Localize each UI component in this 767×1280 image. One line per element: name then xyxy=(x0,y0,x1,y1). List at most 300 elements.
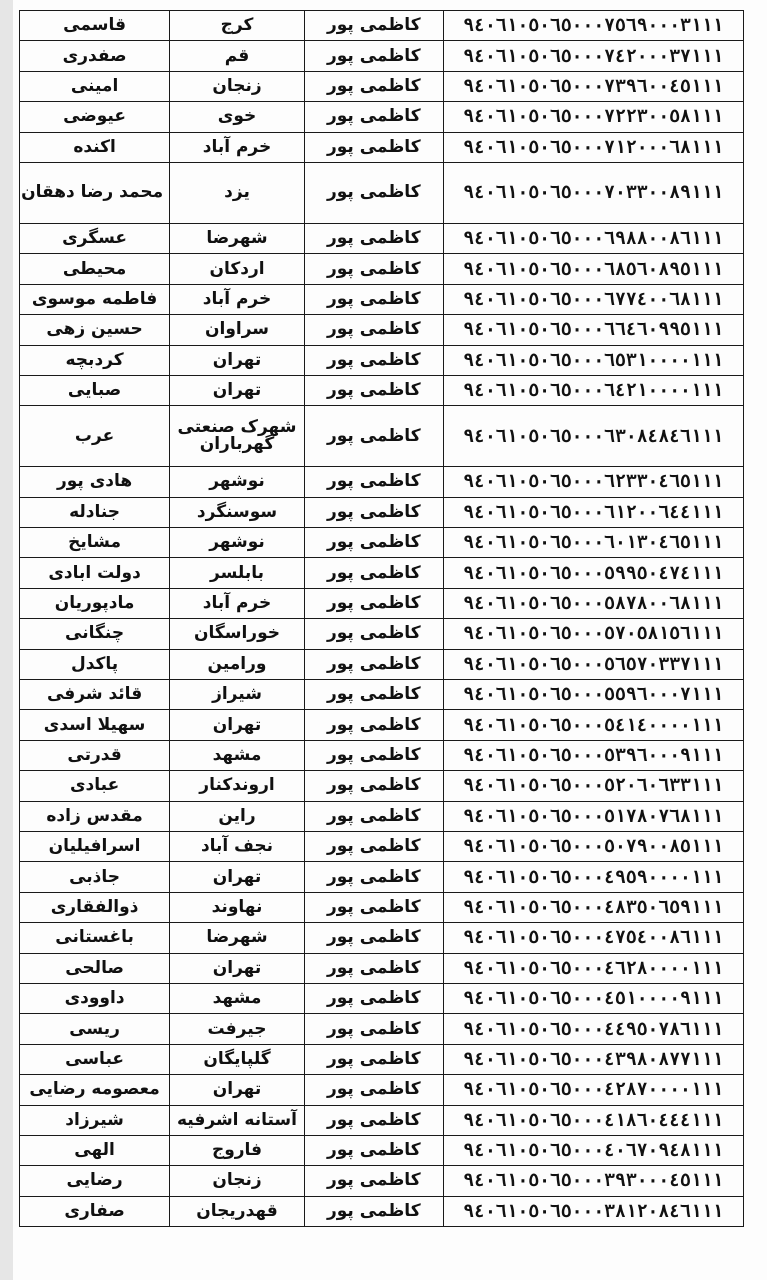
cell-city-text: یزد xyxy=(224,182,250,203)
cell-name xyxy=(20,528,170,558)
cell-name-text: امینی xyxy=(70,75,119,96)
cell-city-text: شهرضا xyxy=(206,927,268,948)
cell-last-name xyxy=(304,11,443,41)
cell-city xyxy=(170,892,305,922)
cell-last-name-text: کاظمی پور xyxy=(326,288,421,309)
cell-city xyxy=(170,315,305,345)
table-row xyxy=(20,1105,744,1135)
cell-name-text: پاکدل xyxy=(70,653,119,674)
cell-code xyxy=(443,345,743,375)
cell-name-text: داوودی xyxy=(64,988,125,1009)
cell-name xyxy=(20,558,170,588)
cell-last-name xyxy=(304,467,443,497)
cell-name xyxy=(20,801,170,831)
cell-code xyxy=(443,102,743,132)
cell-last-name-text: کاظمی پور xyxy=(326,805,421,826)
cell-last-name-text: کاظمی پور xyxy=(326,1200,421,1221)
cell-code-text: ۹٤٠٦١٠٥٠٦٥٠٠٠٦١٢٠٠٦٤٤١١١ xyxy=(463,501,724,523)
cell-last-name xyxy=(304,223,443,253)
cell-name-text: صفدری xyxy=(62,45,127,66)
cell-name-text: شیرزاد xyxy=(65,1109,124,1130)
cell-code xyxy=(443,771,743,801)
cell-last-name xyxy=(304,588,443,618)
cell-name xyxy=(20,497,170,527)
cell-name-text: محیطی xyxy=(62,258,127,279)
cell-last-name-text: کاظمی پور xyxy=(326,349,421,370)
cell-code-text: ۹٤٠٦١٠٥٠٦٥٠٠٠٦٢٣٣٠٤٦٥١١١ xyxy=(463,471,724,493)
cell-name-text: دولت ابادی xyxy=(48,562,141,583)
cell-name xyxy=(20,1196,170,1226)
cell-last-name-text: کاظمی پور xyxy=(326,45,421,66)
cell-code xyxy=(443,406,743,467)
cell-name xyxy=(20,649,170,679)
cell-code xyxy=(443,223,743,253)
cell-city-text: قهدریجان xyxy=(196,1200,278,1221)
cell-last-name xyxy=(304,1044,443,1074)
cell-name xyxy=(20,923,170,953)
cell-last-name-text: کاظمی پور xyxy=(326,75,421,96)
cell-code xyxy=(443,528,743,558)
cell-last-name-text: کاظمی پور xyxy=(326,228,421,249)
cell-code xyxy=(443,11,743,41)
table-row xyxy=(20,467,744,497)
cell-code xyxy=(443,132,743,162)
cell-name xyxy=(20,680,170,710)
cell-last-name-text: کاظمی پور xyxy=(326,380,421,401)
cell-code-text: ۹٤٠٦١٠٥٠٦٥٠٠٠٤٤٩٥٠٧٨٦١١١ xyxy=(463,1018,724,1040)
cell-code xyxy=(443,892,743,922)
cell-city xyxy=(170,619,305,649)
cell-last-name-text: کاظمی پور xyxy=(326,532,421,553)
cell-city-text: اروندکنار xyxy=(199,775,275,796)
cell-last-name xyxy=(304,497,443,527)
cell-code xyxy=(443,71,743,101)
cell-code xyxy=(443,467,743,497)
cell-last-name xyxy=(304,619,443,649)
cell-last-name xyxy=(304,375,443,405)
cell-name-text: مادپوریان xyxy=(54,593,135,614)
cell-code-text: ۹٤٠٦١٠٥٠٦٥٠٠٠٤٥١٠٠٠٠٩١١١ xyxy=(463,988,724,1010)
cell-last-name xyxy=(304,41,443,71)
cell-name xyxy=(20,862,170,892)
table-row xyxy=(20,771,744,801)
cell-city xyxy=(170,71,305,101)
cell-code xyxy=(443,497,743,527)
table-row xyxy=(20,740,744,770)
cell-city-text: تهران xyxy=(212,349,262,370)
cell-last-name-text: کاظمی پور xyxy=(326,684,421,705)
cell-last-name xyxy=(304,1166,443,1196)
cell-last-name-text: کاظمی پور xyxy=(326,1048,421,1069)
cell-code xyxy=(443,1044,743,1074)
cell-code xyxy=(443,1075,743,1105)
cell-city-text: زنجان xyxy=(212,1170,262,1191)
cell-city xyxy=(170,467,305,497)
cell-name xyxy=(20,406,170,467)
cell-name-text: صفاری xyxy=(64,1200,125,1221)
cell-city xyxy=(170,11,305,41)
cell-city xyxy=(170,254,305,284)
cell-name xyxy=(20,831,170,861)
cell-name-text: محمد رضا دهقان xyxy=(21,182,164,203)
cell-code xyxy=(443,680,743,710)
table-row xyxy=(20,862,744,892)
cell-city-text: کرج xyxy=(220,15,254,36)
table-row xyxy=(20,223,744,253)
cell-last-name xyxy=(304,558,443,588)
cell-city-text: نوشهر xyxy=(209,471,265,492)
cell-city xyxy=(170,710,305,740)
cell-last-name-text: کاظمی پور xyxy=(326,927,421,948)
cell-name xyxy=(20,1135,170,1165)
cell-last-name xyxy=(304,1105,443,1135)
cell-city-text: بابلسر xyxy=(210,562,264,583)
cell-name xyxy=(20,375,170,405)
cell-code-text: ۹٤٠٦١٠٥٠٦٥٠٠٠٦٦٤٦٠٩٩٥١١١ xyxy=(463,319,724,341)
cell-name-text: صالحی xyxy=(65,957,124,978)
cell-last-name xyxy=(304,983,443,1013)
cell-last-name xyxy=(304,710,443,740)
cell-last-name xyxy=(304,862,443,892)
cell-name-text: اکنده xyxy=(73,136,116,157)
cell-name-text: مشایخ xyxy=(68,532,121,553)
cell-code-text: ۹٤٠٦١٠٥٠٦٥٠٠٠٦٨٥٦٠٨٩٥١١١ xyxy=(463,258,724,280)
cell-code-text: ۹٤٠٦١٠٥٠٦٥٠٠٠٤٩٥٩٠٠٠٠١١١ xyxy=(463,866,724,888)
cell-code-text: ۹٤٠٦١٠٥٠٦٥٠٠٠٤١٨٦٠٤٤٤١١١ xyxy=(463,1109,724,1131)
cell-code-text: ۹٤٠٦١٠٥٠٦٥٠٠٠٦٣٠٨٤٨٤٦١١١ xyxy=(463,425,724,447)
cell-name-text: هادی پور xyxy=(56,471,133,492)
cell-name-text: حسین زهی xyxy=(46,319,143,340)
cell-name xyxy=(20,345,170,375)
cell-name xyxy=(20,41,170,71)
cell-name-text: قاسمی xyxy=(63,15,126,36)
cell-last-name-text: کاظمی پور xyxy=(326,501,421,522)
cell-name xyxy=(20,132,170,162)
cell-last-name-text: کاظمی پور xyxy=(326,866,421,887)
cell-name xyxy=(20,1105,170,1135)
cell-name-text: قائد شرفی xyxy=(46,684,143,705)
cell-name xyxy=(20,11,170,41)
cell-last-name xyxy=(304,102,443,132)
cell-city-text: راین xyxy=(218,805,256,826)
cell-name xyxy=(20,223,170,253)
cell-code xyxy=(443,1135,743,1165)
cell-city-text: اردکان xyxy=(209,258,265,279)
cell-code xyxy=(443,619,743,649)
cell-code-text: ۹٤٠٦١٠٥٠٦٥٠٠٠٦٧٧٤٠٠٦٨١١١ xyxy=(463,288,724,310)
cell-last-name-text: کاظمی پور xyxy=(326,562,421,583)
cell-city xyxy=(170,740,305,770)
cell-city-text: شهرضا xyxy=(206,228,268,249)
cell-name xyxy=(20,1014,170,1044)
cell-code-text: ۹٤٠٦١٠٥٠٦٥٠٠٠٤٦٢٨٠٠٠٠١١١ xyxy=(463,957,724,979)
cell-code-text: ۹٤٠٦١٠٥٠٦٥٠٠٠٤٢٨٧٠٠٠٠١١١ xyxy=(463,1079,724,1101)
cell-city xyxy=(170,284,305,314)
bottom-margin xyxy=(19,1266,744,1280)
cell-code-text: ۹٤٠٦١٠٥٠٦٥٠٠٠٥٨٧٨٠٠٦٨١١١ xyxy=(463,593,724,615)
cell-code-text: ۹٤٠٦١٠٥٠٦٥٠٠٠٣٩٣٠٠٠٤٥١١١ xyxy=(463,1170,724,1192)
cell-last-name-text: کاظمی پور xyxy=(326,623,421,644)
cell-code-text: ۹٤٠٦١٠٥٠٦٥٠٠٠٣٨١٢٠٨٤٦١١١ xyxy=(463,1200,724,1222)
cell-city xyxy=(170,1196,305,1226)
cell-city xyxy=(170,162,305,223)
cell-last-name xyxy=(304,406,443,467)
cell-last-name xyxy=(304,801,443,831)
cell-last-name-text: کاظمی پور xyxy=(326,425,421,446)
table-row xyxy=(20,649,744,679)
cell-last-name xyxy=(304,71,443,101)
cell-last-name xyxy=(304,528,443,558)
table-row xyxy=(20,41,744,71)
table-row xyxy=(20,801,744,831)
cell-name-text: عسگری xyxy=(62,228,128,249)
cell-city-text: نجف آباد xyxy=(200,836,274,857)
cell-city xyxy=(170,345,305,375)
cell-last-name-text: کاظمی پور xyxy=(326,258,421,279)
cell-last-name xyxy=(304,892,443,922)
cell-last-name-text: کاظمی پور xyxy=(326,775,421,796)
cell-last-name xyxy=(304,1135,443,1165)
cell-code xyxy=(443,710,743,740)
cell-last-name xyxy=(304,254,443,284)
cell-name xyxy=(20,771,170,801)
cell-code-text: ۹٤٠٦١٠٥٠٦٥٠٠٠٤٠٦٧٠٩٤٨١١١ xyxy=(463,1140,724,1162)
cell-city-text: نوشهر xyxy=(209,532,265,553)
cell-last-name-text: کاظمی پور xyxy=(326,182,421,203)
cell-last-name xyxy=(304,132,443,162)
cell-name xyxy=(20,983,170,1013)
cell-name xyxy=(20,953,170,983)
cell-code-text: ۹٤٠٦١٠٥٠٦٥٠٠٠٧٣٩٦٠٠٤٥١١١ xyxy=(463,75,724,97)
table-row xyxy=(20,345,744,375)
cell-city-text: شهرک صنعتی گهرباران xyxy=(177,417,297,455)
cell-code xyxy=(443,162,743,223)
table-row xyxy=(20,11,744,41)
cell-last-name xyxy=(304,953,443,983)
table-row xyxy=(20,102,744,132)
cell-code-text: ۹٤٠٦١٠٥٠٦٥٠٠٠٧٢٢٣٠٠٥٨١١١ xyxy=(463,106,724,128)
cell-city-text: آستانه اشرفیه xyxy=(177,1109,297,1130)
cell-code xyxy=(443,1014,743,1044)
cell-last-name-text: کاظمی پور xyxy=(326,15,421,36)
cell-name-text: مقدس زاده xyxy=(46,805,143,826)
cell-city xyxy=(170,223,305,253)
cell-city xyxy=(170,801,305,831)
cell-name-text: اسرافیلیان xyxy=(48,836,141,857)
cell-code xyxy=(443,831,743,861)
table-row xyxy=(20,953,744,983)
cell-city-text: خوی xyxy=(217,106,257,127)
cell-city xyxy=(170,1044,305,1074)
cell-name xyxy=(20,1166,170,1196)
table-row xyxy=(20,1075,744,1105)
cell-city xyxy=(170,528,305,558)
cell-code xyxy=(443,801,743,831)
cell-name-text: جنادله xyxy=(69,501,121,522)
cell-city xyxy=(170,923,305,953)
cell-city xyxy=(170,680,305,710)
cell-last-name xyxy=(304,284,443,314)
cell-city-text: تهران xyxy=(212,957,262,978)
cell-name xyxy=(20,467,170,497)
cell-city xyxy=(170,132,305,162)
cell-code xyxy=(443,923,743,953)
table-row xyxy=(20,619,744,649)
cell-code-text: ۹٤٠٦١٠٥٠٦٥٠٠٠٧٤٢٠٠٠٣٧١١١ xyxy=(463,45,724,67)
cell-last-name-text: کاظمی پور xyxy=(326,593,421,614)
cell-name xyxy=(20,1044,170,1074)
cell-city-text: خوراسگان xyxy=(193,623,281,644)
table-row xyxy=(20,983,744,1013)
cell-name-text: صبایی xyxy=(67,380,122,401)
cell-last-name-text: کاظمی پور xyxy=(326,319,421,340)
cell-last-name-text: کاظمی پور xyxy=(326,1079,421,1100)
cell-name xyxy=(20,315,170,345)
cell-code xyxy=(443,588,743,618)
table-row xyxy=(20,162,744,223)
cell-last-name-text: کاظمی پور xyxy=(326,745,421,765)
cell-code-text: ۹٤٠٦١٠٥٠٦٥٠٠٠٥٣٩٦٠٠٠٩١١١ xyxy=(463,745,724,766)
cell-code-text: ۹٤٠٦١٠٥٠٦٥٠٠٠٥٦٥٧٠٣٣٧١١١ xyxy=(463,653,724,675)
cell-last-name xyxy=(304,162,443,223)
cell-code-text: ۹٤٠٦١٠٥٠٦٥٠٠٠٦٩٨٨٠٠٨٦١١١ xyxy=(463,228,724,250)
table-row xyxy=(20,315,744,345)
cell-name-text: ریسی xyxy=(69,1018,120,1039)
cell-name xyxy=(20,102,170,132)
cell-name-text: معصومه رضایی xyxy=(29,1079,160,1100)
cell-code-text: ۹٤٠٦١٠٥٠٦٥٠٠٠٥٤١٤٠٠٠٠١١١ xyxy=(463,714,724,736)
cell-city xyxy=(170,771,305,801)
cell-last-name xyxy=(304,315,443,345)
cell-city-text: تهران xyxy=(212,714,262,735)
cell-name xyxy=(20,162,170,223)
cell-name-text: عباسی xyxy=(65,1048,124,1069)
table-row xyxy=(20,923,744,953)
cell-code xyxy=(443,740,743,770)
cell-name xyxy=(20,1075,170,1105)
cell-name xyxy=(20,892,170,922)
cell-last-name xyxy=(304,1196,443,1226)
cell-name-text: ذوالفقاری xyxy=(50,896,139,917)
cell-city-text: ورامین xyxy=(207,653,267,674)
cell-city xyxy=(170,558,305,588)
cell-city xyxy=(170,1135,305,1165)
cell-code xyxy=(443,1105,743,1135)
cell-city xyxy=(170,953,305,983)
cell-code-text: ۹٤٠٦١٠٥٠٦٥٠٠٠٦٤٢١٠٠٠٠١١١ xyxy=(463,380,724,402)
cell-last-name-text: کاظمی پور xyxy=(326,653,421,674)
cell-code xyxy=(443,284,743,314)
records-table-body xyxy=(20,11,744,1227)
cell-last-name-text: کاظمی پور xyxy=(326,1018,421,1039)
cell-city-text: زنجان xyxy=(212,75,262,96)
cell-code xyxy=(443,558,743,588)
cell-last-name xyxy=(304,680,443,710)
cell-name xyxy=(20,71,170,101)
cell-city-text: جیرفت xyxy=(207,1018,267,1039)
cell-code xyxy=(443,983,743,1013)
table-row xyxy=(20,254,744,284)
table-row xyxy=(20,1014,744,1044)
cell-code-text: ۹٤٠٦١٠٥٠٦٥٠٠٠٦٥٣١٠٠٠٠١١١ xyxy=(463,349,724,371)
cell-last-name-text: کاظمی پور xyxy=(326,1109,421,1130)
cell-city xyxy=(170,375,305,405)
cell-city-text: خرم آباد xyxy=(202,136,272,157)
cell-last-name xyxy=(304,923,443,953)
table-row xyxy=(20,1196,744,1226)
cell-name xyxy=(20,619,170,649)
table-row xyxy=(20,528,744,558)
cell-last-name xyxy=(304,740,443,770)
cell-city-text: تهران xyxy=(212,1079,262,1100)
cell-name-text: رضایی xyxy=(66,1170,123,1191)
left-margin-bar xyxy=(0,0,13,1280)
cell-code xyxy=(443,1166,743,1196)
cell-name-text: جاذبی xyxy=(69,866,121,887)
cell-code xyxy=(443,41,743,71)
cell-code-text: ۹٤٠٦١٠٥٠٦٥٠٠٠٤٧٥٤٠٠٨٦١١١ xyxy=(463,927,724,949)
cell-last-name xyxy=(304,649,443,679)
cell-city-text: خرم آباد xyxy=(202,593,272,614)
table-row xyxy=(20,588,744,618)
cell-code xyxy=(443,1196,743,1226)
cell-city xyxy=(170,41,305,71)
table-row xyxy=(20,710,744,740)
cell-city-text: مشهد xyxy=(212,988,262,1009)
cell-last-name-text: کاظمی پور xyxy=(326,106,421,127)
cell-name-text: فاطمه موسوی xyxy=(31,288,158,309)
cell-city-text: شیراز xyxy=(212,684,262,705)
table-row xyxy=(20,892,744,922)
cell-city-text: قم xyxy=(224,45,250,66)
cell-city xyxy=(170,588,305,618)
cell-code-text: ۹٤٠٦١٠٥٠٦٥٠٠٠٥٠٧٩٠٠٨٥١١١ xyxy=(463,836,724,858)
cell-last-name-text: کاظمی پور xyxy=(326,1140,421,1161)
cell-city-text: گلپایگان xyxy=(203,1048,271,1069)
cell-last-name-text: کاظمی پور xyxy=(326,988,421,1009)
cell-city xyxy=(170,1166,305,1196)
cell-last-name xyxy=(304,831,443,861)
cell-city-text: خرم آباد xyxy=(202,288,272,309)
table-row xyxy=(20,831,744,861)
cell-city-text: تهران xyxy=(212,866,262,887)
cell-name xyxy=(20,740,170,770)
cell-code-text: ۹٤٠٦١٠٥٠٦٥٠٠٠٦٠١٣٠٤٦٥١١١ xyxy=(463,532,724,554)
cell-city-text: مشهد xyxy=(212,745,262,765)
cell-code xyxy=(443,375,743,405)
cell-code-text: ۹٤٠٦١٠٥٠٦٥٠٠٠٥٧٠٥٨١٥٦١١١ xyxy=(463,623,724,645)
cell-code-text: ۹٤٠٦١٠٥٠٦٥٠٠٠٥٩٩٥٠٤٧٤١١١ xyxy=(463,562,724,584)
cell-name xyxy=(20,710,170,740)
cell-name-text: قدرتی xyxy=(67,745,122,765)
cell-name xyxy=(20,284,170,314)
cell-name-text: کردبچه xyxy=(65,349,124,370)
table-row xyxy=(20,284,744,314)
table-row xyxy=(20,680,744,710)
cell-last-name-text: کاظمی پور xyxy=(326,136,421,157)
cell-code xyxy=(443,649,743,679)
cell-code-text: ۹٤٠٦١٠٥٠٦٥٠٠٠٤٨٣٥٠٦٥٩١١١ xyxy=(463,896,724,918)
cell-code xyxy=(443,953,743,983)
cell-city xyxy=(170,1075,305,1105)
records-table xyxy=(19,10,744,1227)
table-row xyxy=(20,132,744,162)
cell-name-text: عیوضی xyxy=(63,106,126,127)
cell-last-name-text: کاظمی پور xyxy=(326,471,421,492)
cell-last-name-text: کاظمی پور xyxy=(326,1170,421,1191)
cell-last-name xyxy=(304,1075,443,1105)
cell-code-text: ۹٤٠٦١٠٥٠٦٥٠٠٠٥٥٩٦٠٠٠٧١١١ xyxy=(463,684,724,706)
